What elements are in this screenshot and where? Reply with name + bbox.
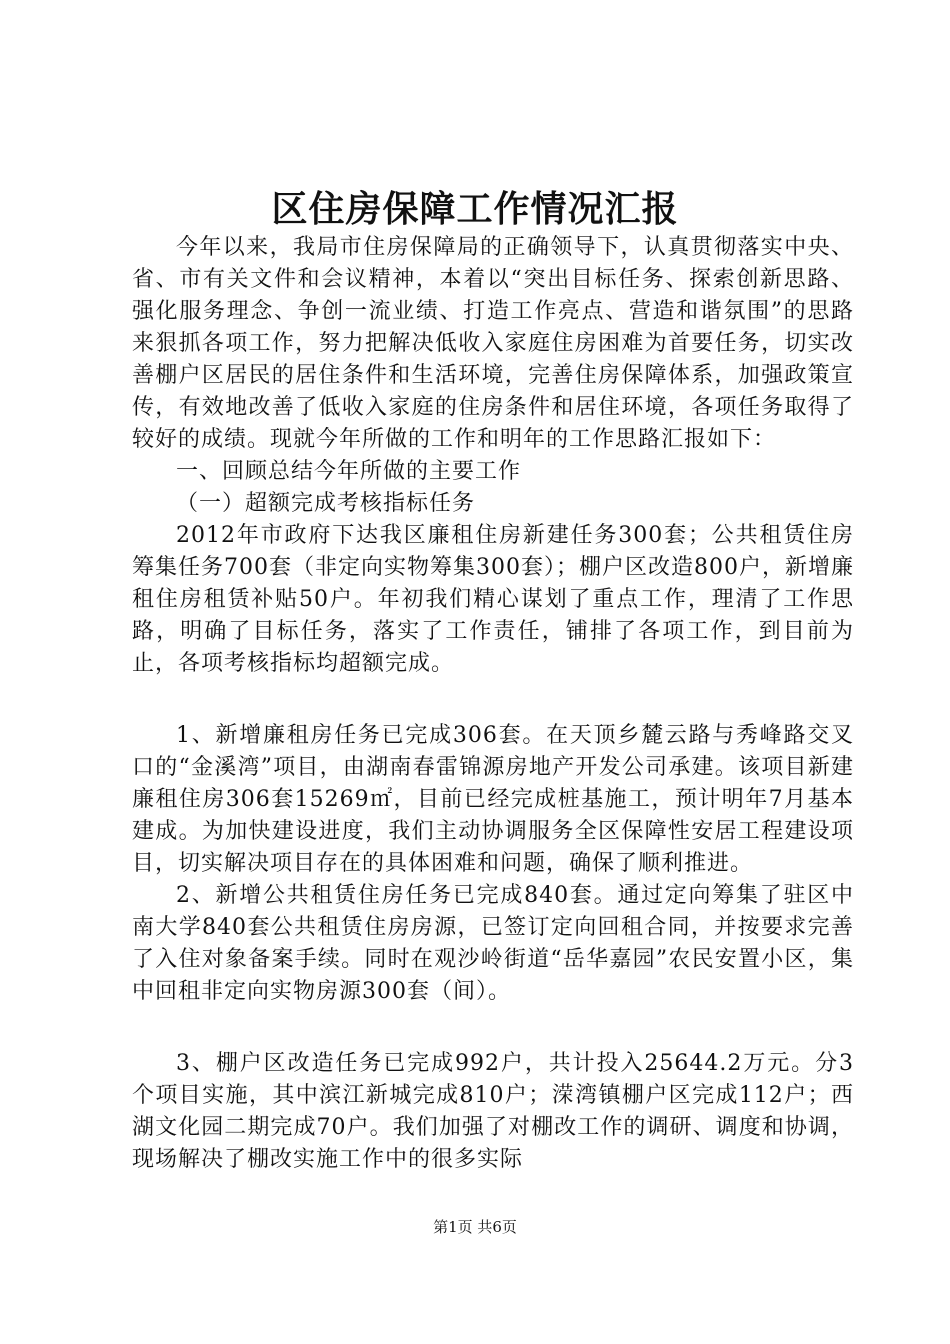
paragraph-spacer <box>132 680 854 720</box>
paragraph-spacer <box>132 1008 854 1048</box>
document-body <box>132 232 854 1176</box>
item-2-paragraph: 2、新增公共租赁住房任务已完成840套。通过定向筹集了驻区中南大学840套公共租赁住房房源，已签订定向回租合同，并按要求完善了入住对象备案手续。同时在观沙岭街道“岳华嘉园”农民安置小区，集中回租非定向实物房源300套（间）。 <box>132 883 854 1004</box>
item-1-paragraph: 1、新增廉租房任务已完成306套。在天顶乡麓云路与秀峰路交叉口的“金溪湾”项目，由湖南春雷锦源房地产开发公司承建。该项目新建廉租住房306套15269㎡，目前已经完成桩基施工，预计明年7月基本建成。为加快建设进度，我们主动协调服务全区保障性安居工程建设项目，切实解决项目存在的具体困难和问题，确保了顺利推进。 <box>132 723 854 876</box>
subsection-heading: （一）超额完成考核指标任务 <box>176 491 476 516</box>
page-number: 第1页 共6页 <box>433 1218 517 1236</box>
document-title: 区住房保障工作情况汇报 <box>271 188 679 230</box>
intro-paragraph: 今年以来，我局市住房保障局的正确领导下，认真贯彻落实中央、省、市有关文件和会议精神，本着以“突出目标任务、探索创新思路、强化服务理念、争创一流业绩、打造工作亮点、营造和谐氛围”的思路来狠抓各项工作，努力把解决低收入家庭住房困难为首要任务，切实改善棚户区居民的居住条件和生活环境，完善住房保障体系，加强政策宣传，有效地改善了低收入家庭的住房条件和居住环境，各项任务取得了较好的成绩。现就今年所做的工作和明年的工作思路汇报如下： <box>132 235 854 452</box>
section-heading: 一、回顾总结今年所做的主要工作 <box>176 459 522 484</box>
item-3-paragraph: 3、棚户区改造任务已完成992户，共计投入25644.2万元。分3个项目实施，其中滨江新城完成810户；溁湾镇棚户区完成112户；西湖文化园二期完成70户。我们加强了对棚改工作的调研、调度和协调，现场解决了棚改实施工作中的很多实际 <box>132 1051 854 1172</box>
targets-paragraph: 2012年市政府下达我区廉租住房新建任务300套；公共租赁住房筹集任务700套（非定向实物筹集300套）；棚户区改造800户，新增廉租住房租赁补贴50户。年初我们精心谋划了重点工作，理清了工作思路，明确了目标任务，落实了工作责任，铺排了各项工作，到目前为止，各项考核指标均超额完成。 <box>132 523 854 676</box>
